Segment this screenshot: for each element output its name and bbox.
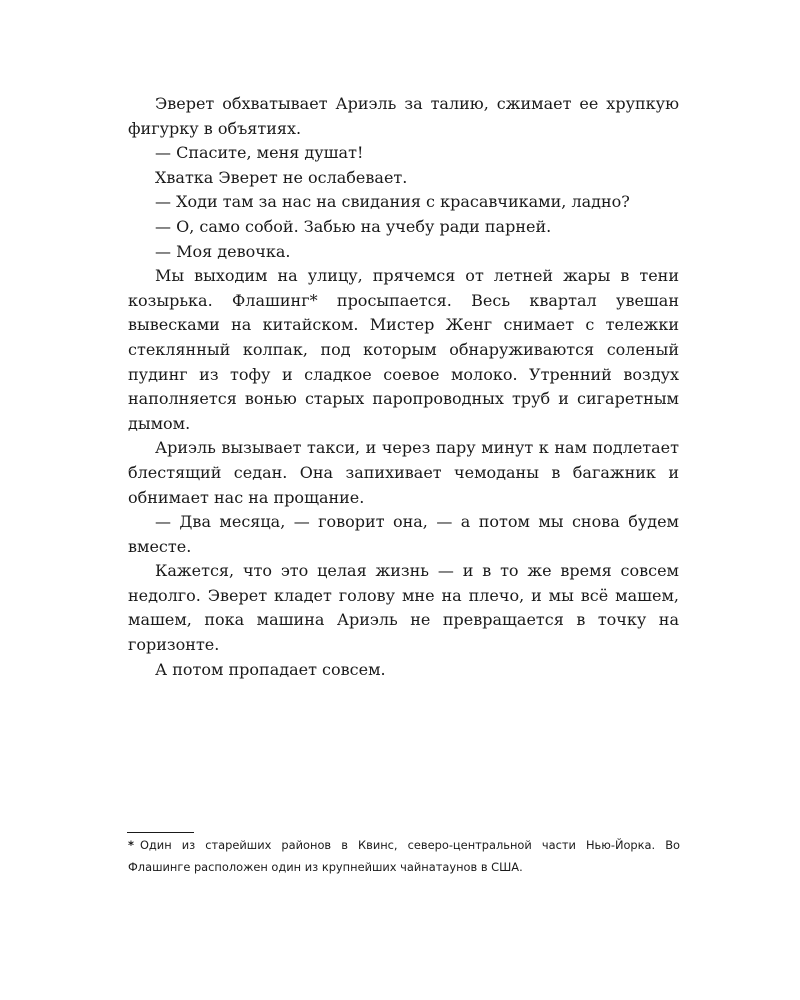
paragraph-7: Мы выходим на улицу, прячемся от летней жары в тени козырька. Флашинг* просыпается. Весь квартал увешан вывесками на китайском. Мистер Женг снимает с тележки стеклянный колпак, под которым обнаруживаются соленый пудинг из тофу и сладкое соевое молоко. Утренний воздух наполняется вонью старых паропроводных труб и сигаретным дымом. — [128, 266, 679, 433]
paragraph-3: Хватка Эверет не ослабевает. — [155, 167, 408, 187]
paragraph-8: Ариэль вызывает такси, и через пару минут к нам подлетает блестящий седан. Она запихивает чемоданы в багажник и обнимает нас на прощание. — [128, 438, 679, 507]
footnote-divider — [127, 832, 194, 833]
paragraph-9: — Два месяца, — говорит она, — а потом мы снова будем вместе. — [128, 512, 679, 556]
paragraph-5: — О, само собой. Забью на учебу ради парней. — [155, 216, 552, 236]
footnote — [128, 834, 680, 878]
paragraph-6: — Моя девочка. — [155, 241, 291, 261]
paragraph-1: Эверет обхватывает Ариэль за талию, сжимает ее хрупкую фигурку в объятиях. — [128, 94, 679, 138]
paragraph-10: Кажется, что это целая жизнь — и в то же время совсем недолго. Эверет кладет голову мне на плечо, и мы всё машем, машем, пока машина Ариэль не превращается в точку на горизонте. — [128, 561, 679, 655]
main-text — [128, 92, 679, 682]
paragraph-4: — Ходи там за нас на свидания с красавчиками, ладно? — [155, 192, 630, 212]
paragraph-11: А потом пропадает совсем. — [155, 659, 386, 679]
footnote-mark: * — [128, 838, 134, 852]
paragraph-2: — Спасите, меня душат! — [155, 143, 364, 163]
footnote-text: Один из старейших районов в Квинс, северо-центральной части Нью-Йорка. Во Флашинге расположен один из крупнейших чайнатаунов в США. — [128, 838, 680, 874]
